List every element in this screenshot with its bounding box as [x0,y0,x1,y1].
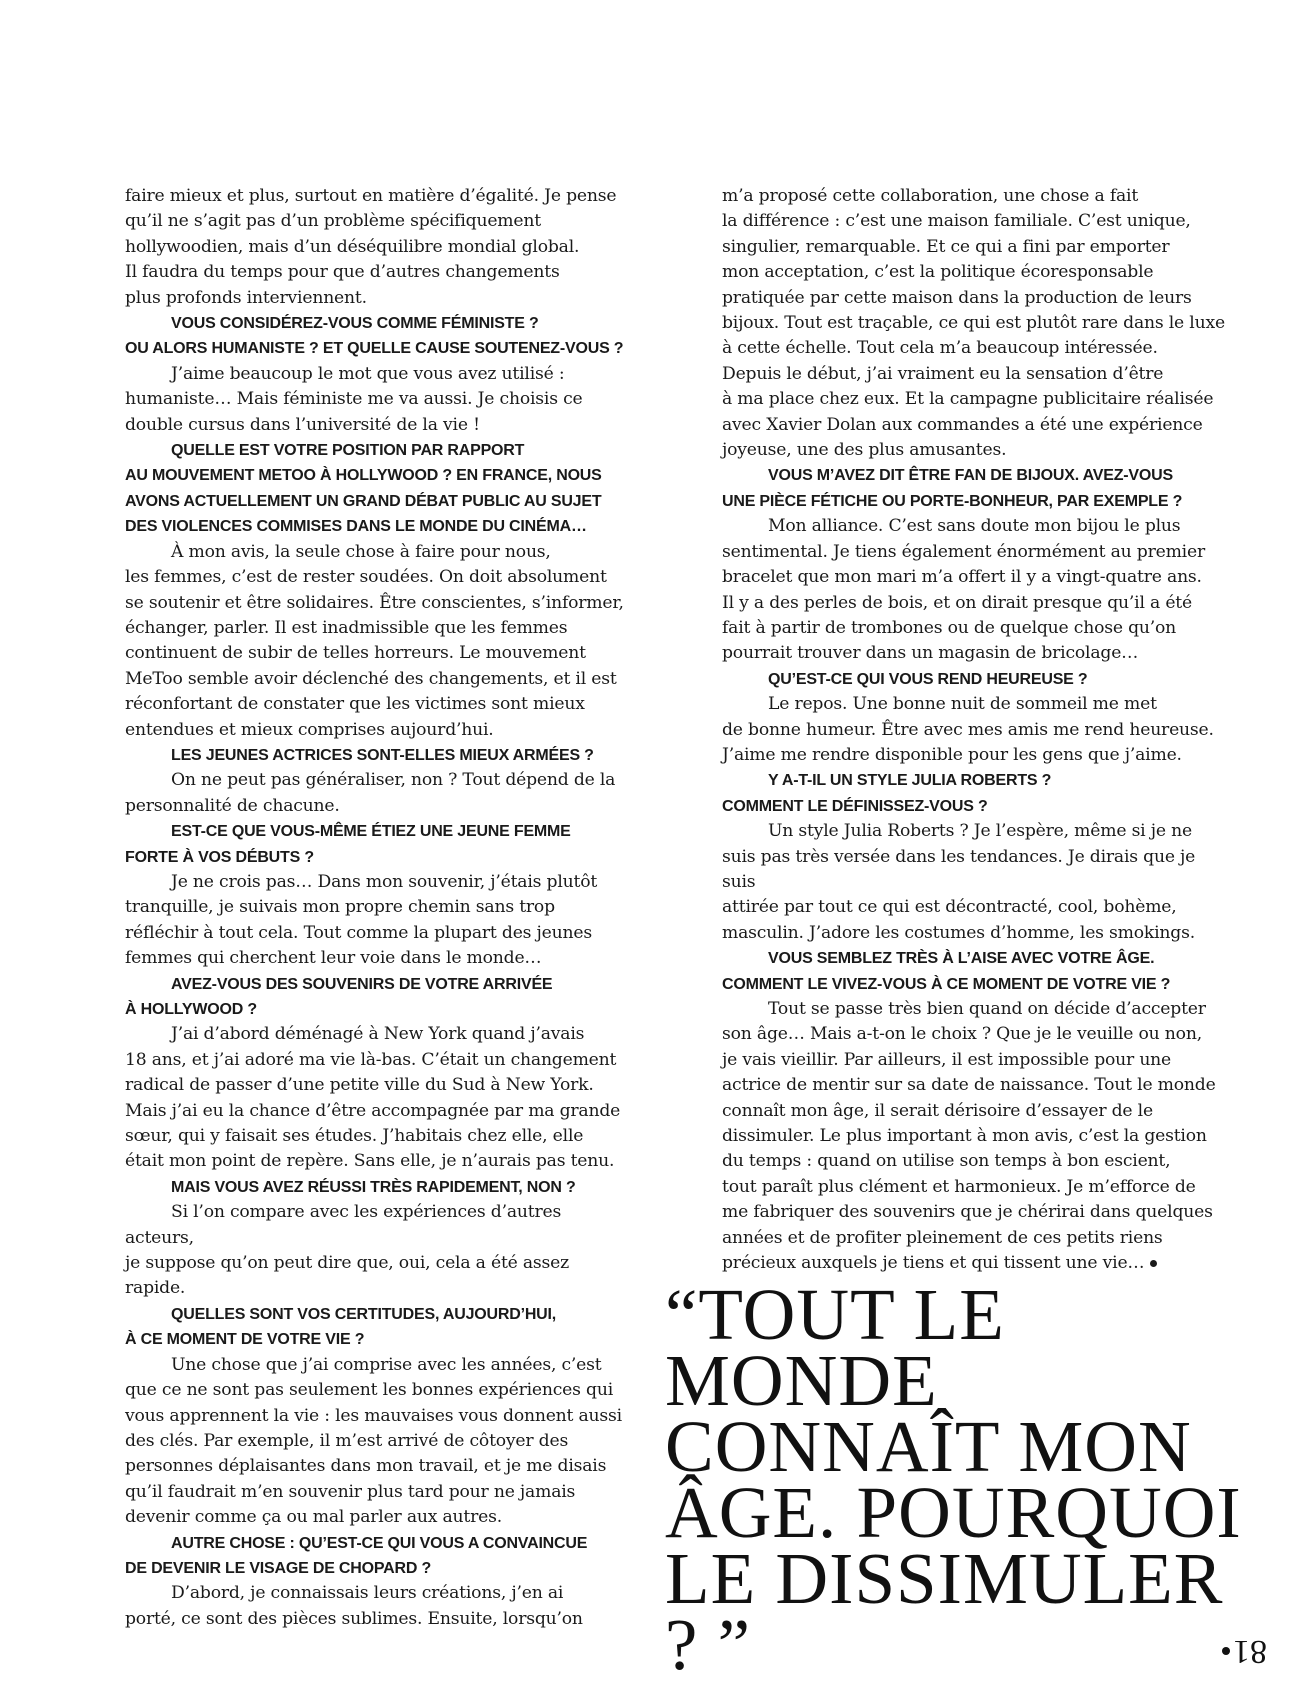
interview-answer [125,540,625,743]
question-text: LES JEUNES ACTRICES SONT-ELLES MIEUX ARMÉES ? [171,746,594,764]
question-text: QUELLE EST VOTRE POSITION PAR RAPPORT AU MOUVEMENT METOO À HOLLYWOOD ? EN FRANCE, NOUS AVONS ACTUELLEMENT UN GRAND DÉBAT PUBLIC AU SUJET DES VIOLENCES COMMISES DANS LE MONDE DU CINÉMA… [125,442,602,536]
answer-text: J’aime beaucoup le mot que vous avez utilisé : humaniste… Mais féministe me va aussi. Je choisis ce double cursus dans l’université de la vie ! [125,363,583,435]
interview-answer [125,362,625,438]
interview-answer [722,819,1227,946]
question-text: AUTRE CHOSE : QU’EST-CE QUI VOUS A CONVAINCUE DE DEVENIR LE VISAGE DE CHOPARD ? [125,1534,588,1577]
interview-question [125,972,625,1023]
interview-answer [722,184,1227,463]
question-text: QUELLES SONT VOS CERTITUDES, AUJOURD’HUI, À CE MOMENT DE VOTRE VIE ? [125,1305,557,1349]
interview-answer [125,1581,625,1632]
interview-answer [722,514,1227,666]
interview-question [125,1531,625,1582]
answer-text: Si l’on compare avec les expériences d’autres acteurs, je suppose qu’on peut dire que, oui, cela a été assez rapide. [125,1202,569,1299]
interview-question [722,946,1227,997]
answer-text: Tout se passe très bien quand on décide d’accepter son âge… Mais a-t-on le choix ? Que je le veuille ou non, je vais vieillir. Par ailleurs, il est impossible pour une actrice de mentir sur sa date de naissance. Tout le monde connaît mon âge, il serait dérisoire d’essayer de le dissimuler. Le plus important à mon avis, c’est la gestion du temps : quand on utilise son temps à bon escient, tout paraît plus clément et harmonieux. Je m’efforce de me fabriquer des souvenirs que je chérirai dans quelques années et de profiter pleinement de ces petits riens précieux auxquels je tiens et qui tissent une vie… [722,999,1216,1274]
end-mark-icon [1150,1260,1157,1267]
answer-text: Un style Julia Roberts ? Je l’espère, même si je ne suis pas très versée dans les tendances. Je dirais que je suis attirée par tout ce qui est décontracté, cool, bohème, masculin. J’adore les costumes d’homme, les smokings. [722,821,1196,943]
answer-text: m’a proposé cette collaboration, une chose a fait la différence : c’est une maison familiale. C’est unique, singulier, remarquable. Et ce qui a fini par emporter mon acceptation, c’est la politique écoresponsable pratiquée par cette maison dans la production de leurs bijoux. Tout est traçable, ce qui est plutôt rare dans le luxe à cette échelle. Tout cela m’a beaucoup intéressée. Depuis le début, j’ai vraiment eu la sensation d’être à ma place chez eux. Et la campagne publicitaire réalisée avec Xavier Dolan aux commandes a été une expérience joyeuse, une des plus amusantes. [722,186,1225,461]
interview-answer [125,870,625,972]
answer-text: Je ne crois pas… Dans mon souvenir, j’étais plutôt tranquille, je suivais mon propre chemin sans trop réfléchir à tout cela. Tout comme la plupart des jeunes femmes qui cherchent leur voie dans le monde… [125,871,598,969]
left-column [125,184,625,1632]
answer-text: Une chose que j’ai comprise avec les années, c’est que ce ne sont pas seulement les bonnes expériences qui vous apprennent la vie : les mauvaises vous donnent aussi des clés. Par exemple, il m’est arrivé de côtoyer des personnes déplaisantes dans mon travail, et je me disais qu’il faudrait m’en souvenir plus tard pour ne jamais devenir comme ça ou mal parler aux autres. [125,1354,622,1528]
answer-text: Mon alliance. C’est sans doute mon bijou le plus sentimental. Je tiens également énormément au premier bracelet que mon mari m’a offert il y a vingt-quatre ans. Il y a des perles de bois, et on dirait presque qu’il a été fait à partir de trombones ou de quelque chose qu’on pourrait trouver dans un magasin de bricolage… [722,516,1205,664]
page-number [1222,1632,1267,1670]
question-text: VOUS SEMBLEZ TRÈS À L’AISE AVEC VOTRE ÂGE. COMMENT LE VIVEZ-VOUS À CE MOMENT DE VOTRE VIE ? [722,950,1171,993]
answer-text: D’abord, je connaissais leurs créations, j’en ai porté, ce sont des pièces sublimes. Ensuite, lorsqu’on [125,1583,583,1629]
question-text: VOUS M’AVEZ DIT ÊTRE FAN DE BIJOUX. AVEZ-VOUS UNE PIÈCE FÉTICHE OU PORTE-BONHEUR, PAR EXEMPLE ? [722,467,1183,510]
interview-answer [722,692,1227,768]
interview-question [125,1175,625,1200]
interview-question [125,438,625,540]
right-column [722,184,1227,1276]
question-text: VOUS CONSIDÉREZ-VOUS COMME FÉMINISTE ? OU ALORS HUMANISTE ? ET QUELLE CAUSE SOUTENEZ-VOUS ? [125,315,624,358]
pull-quote: “TOUT LE MONDE CONNAÎT MON ÂGE. POURQUOI LE DISSIMULER ? ” [665,1274,1242,1685]
interview-answer [125,1200,625,1302]
answer-text: On ne peut pas généraliser, non ? Tout dépend de la personnalité de chacune. [125,770,616,816]
interview-question [722,768,1227,819]
interview-question [722,667,1227,692]
answer-text: faire mieux et plus, surtout en matière d’égalité. Je pense qu’il ne s’agit pas d’un problème spécifiquement hollywoodien, mais d’un déséquilibre mondial global. Il faudra du temps pour que d’autres changements plus profonds interviennent. [125,186,617,308]
question-text: EST-CE QUE VOUS-MÊME ÉTIEZ UNE JEUNE FEMME FORTE À VOS DÉBUTS ? [125,823,571,866]
answer-text: J’ai d’abord déménagé à New York quand j’avais 18 ans, et j’ai adoré ma vie là-bas. C’était un changement radical de passer d’une petite ville du Sud à New York. Mais j’ai eu la chance d’être accompagnée par ma grande sœur, qui y faisait ses études. J’habitais chez elle, elle était mon point de repère. Sans elle, je n’aurais pas tenu. [125,1024,621,1172]
interview-question [125,743,625,768]
bullet-icon [1222,1647,1230,1655]
question-text: MAIS VOUS AVEZ RÉUSSI TRÈS RAPIDEMENT, NON ? [171,1178,576,1196]
interview-question [722,463,1227,514]
answer-text: Le repos. Une bonne nuit de sommeil me met de bonne humeur. Être avec mes amis me rend heureuse. J’aime me rendre disponible pour les gens que j’aime. [722,694,1214,765]
interview-answer [125,1022,625,1174]
question-text: QU’EST-CE QUI VOUS REND HEUREUSE ? [768,670,1088,688]
question-text: Y A-T-IL UN STYLE JULIA ROBERTS ? COMMENT LE DÉFINISSEZ-VOUS ? [722,772,1052,815]
question-text: AVEZ-VOUS DES SOUVENIRS DE VOTRE ARRIVÉE À HOLLYWOOD ? [125,975,553,1018]
interview-question [125,1302,625,1353]
answer-text: À mon avis, la seule chose à faire pour nous, les femmes, c’est de rester soudées. On doit absolument se soutenir et être solidaires. Être conscientes, s’informer, échanger, parler. Il est inadmissible que les femmes continuent de subir de telles horreurs. Le mouvement MeToo semble avoir déclenché des changements, et il est réconfortant de constater que les victimes sont mieux entendues et mieux comprises aujourd’hui. [125,541,624,740]
interview-answer [125,184,625,311]
interview-answer [125,768,625,819]
interview-question [125,311,625,362]
page-number-value: 81 [1233,1633,1267,1670]
interview-question [125,819,625,870]
interview-answer [722,997,1227,1276]
interview-answer [125,1353,625,1531]
